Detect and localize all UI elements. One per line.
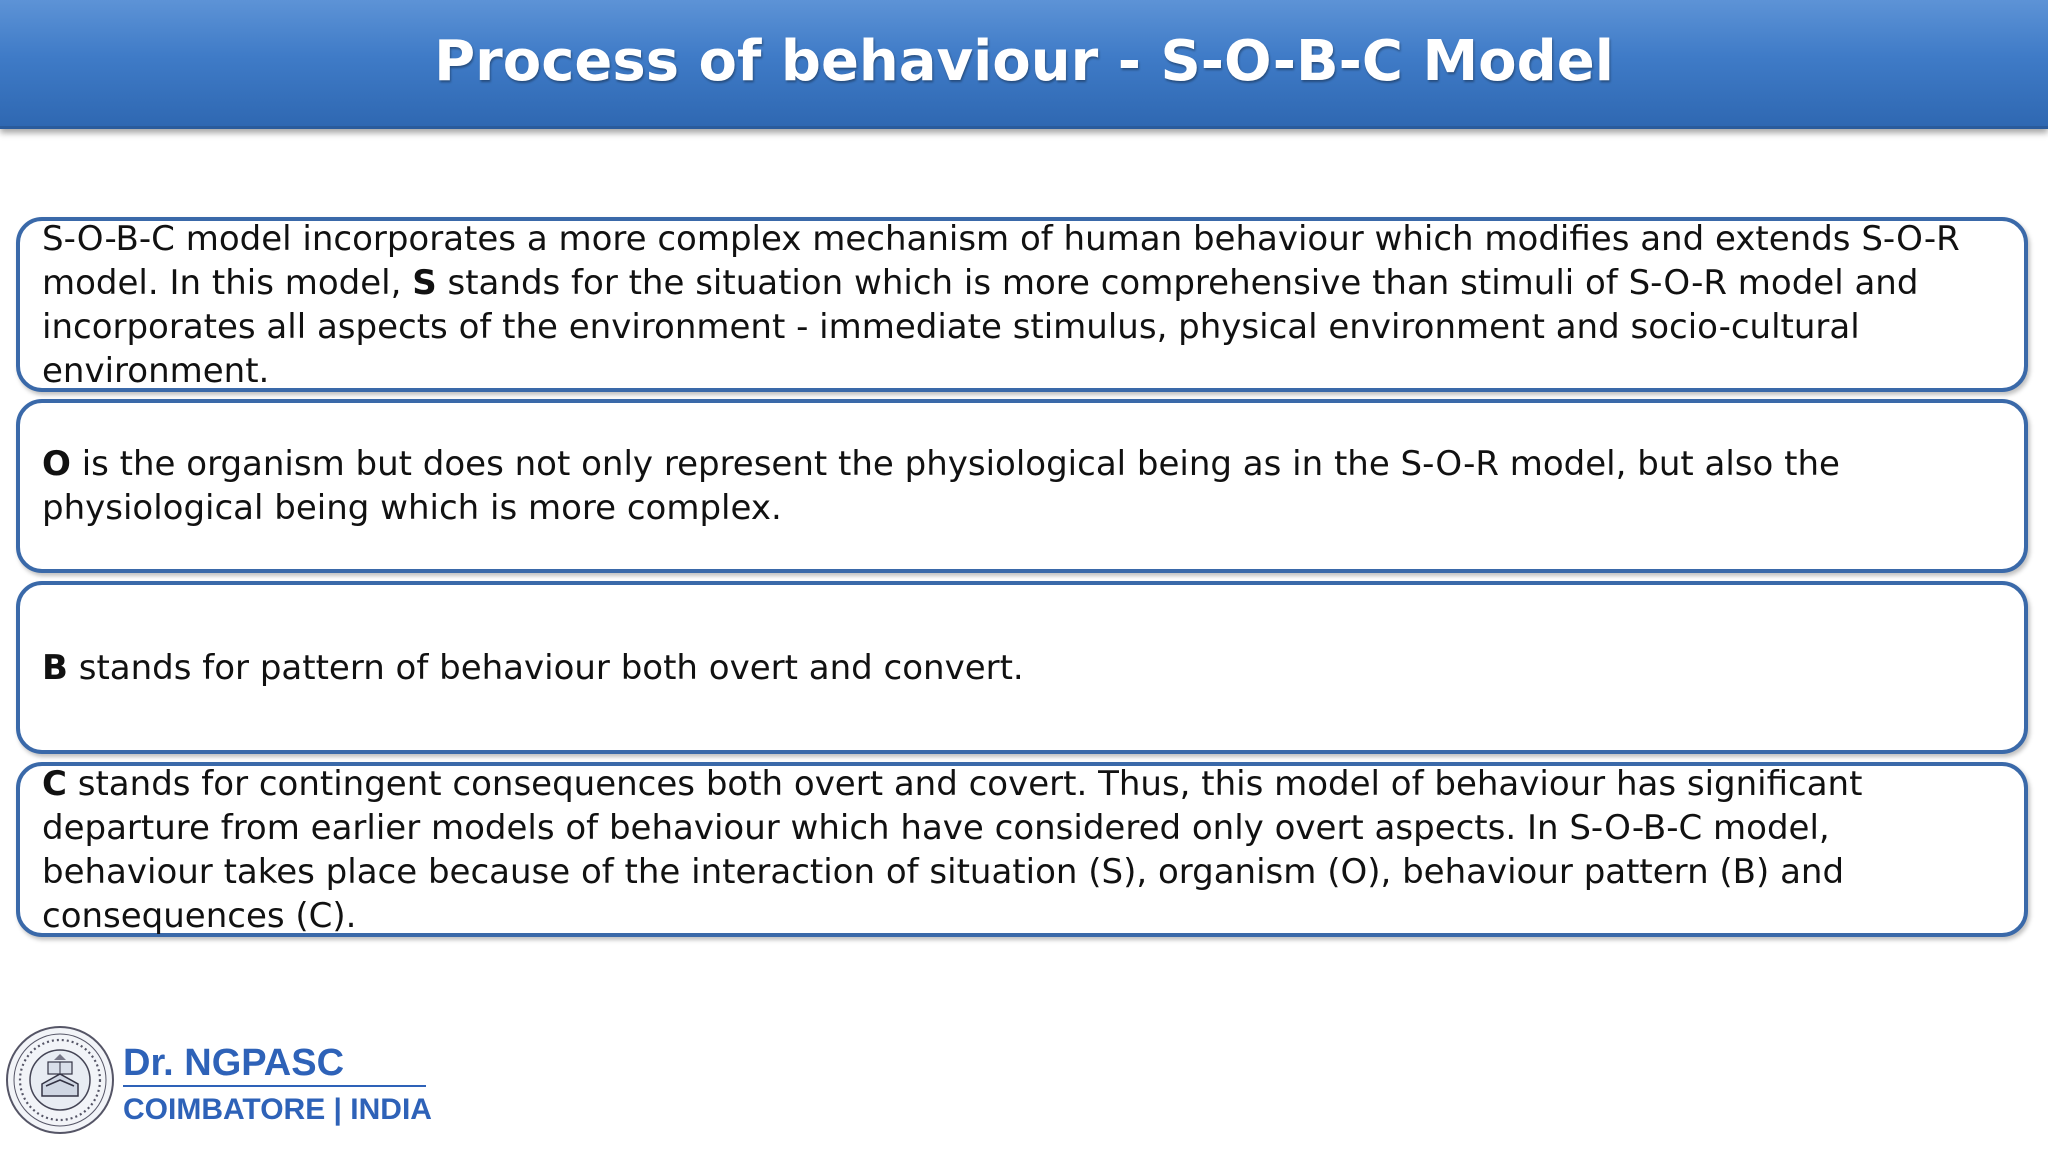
brand-location: COIMBATORE | INDIA [123,1093,432,1126]
organism-text: is the organism but does not only represent the physiological being as in the S-O-R model, but also the physiological being which is more complex. [42,444,1840,528]
slide-title: Process of behaviour - S-O-B-C Model [434,29,1614,94]
behaviour-text: stands for pattern of behaviour both overt and convert. [67,647,1024,688]
content-box-organism [16,399,2028,573]
consequences-letter: C [42,763,67,804]
content-box-consequences [16,762,2028,937]
situation-letter: S [412,262,437,303]
college-seal-icon [4,1024,116,1136]
brand-divider [123,1085,426,1087]
situation-text-part2: stands for the situation which is more comprehensive than stimuli of S-O-R model and incorporates all aspects of the environment - immediate stimulus, physical environment and socio-cultural environment. [42,262,1919,391]
content-box-situation [16,217,2028,392]
behaviour-letter: B [42,647,68,688]
consequences-text: stands for contingent consequences both overt and covert. Thus, this model of behaviour has significant departure from earlier models of behaviour which have considered only overt aspects. In S-O-B-C model, behaviour takes place because of the interaction of situation (S), organism (O), behaviour pattern (B) and consequences (C). [42,763,1863,936]
box-text-organism [42,442,2002,530]
organism-letter: O [42,444,71,484]
box-text-consequences [42,762,2002,938]
content-box-behaviour [16,581,2028,754]
brand-name: Dr. NGPASC [123,1042,345,1084]
situation-text-part1: S-O-B-C model incorporates a more complex mechanism of human behaviour which modifies and extends S-O-R model. In this model, [42,218,1960,303]
box-text-situation [42,217,2002,393]
box-text-behaviour [42,646,1024,690]
